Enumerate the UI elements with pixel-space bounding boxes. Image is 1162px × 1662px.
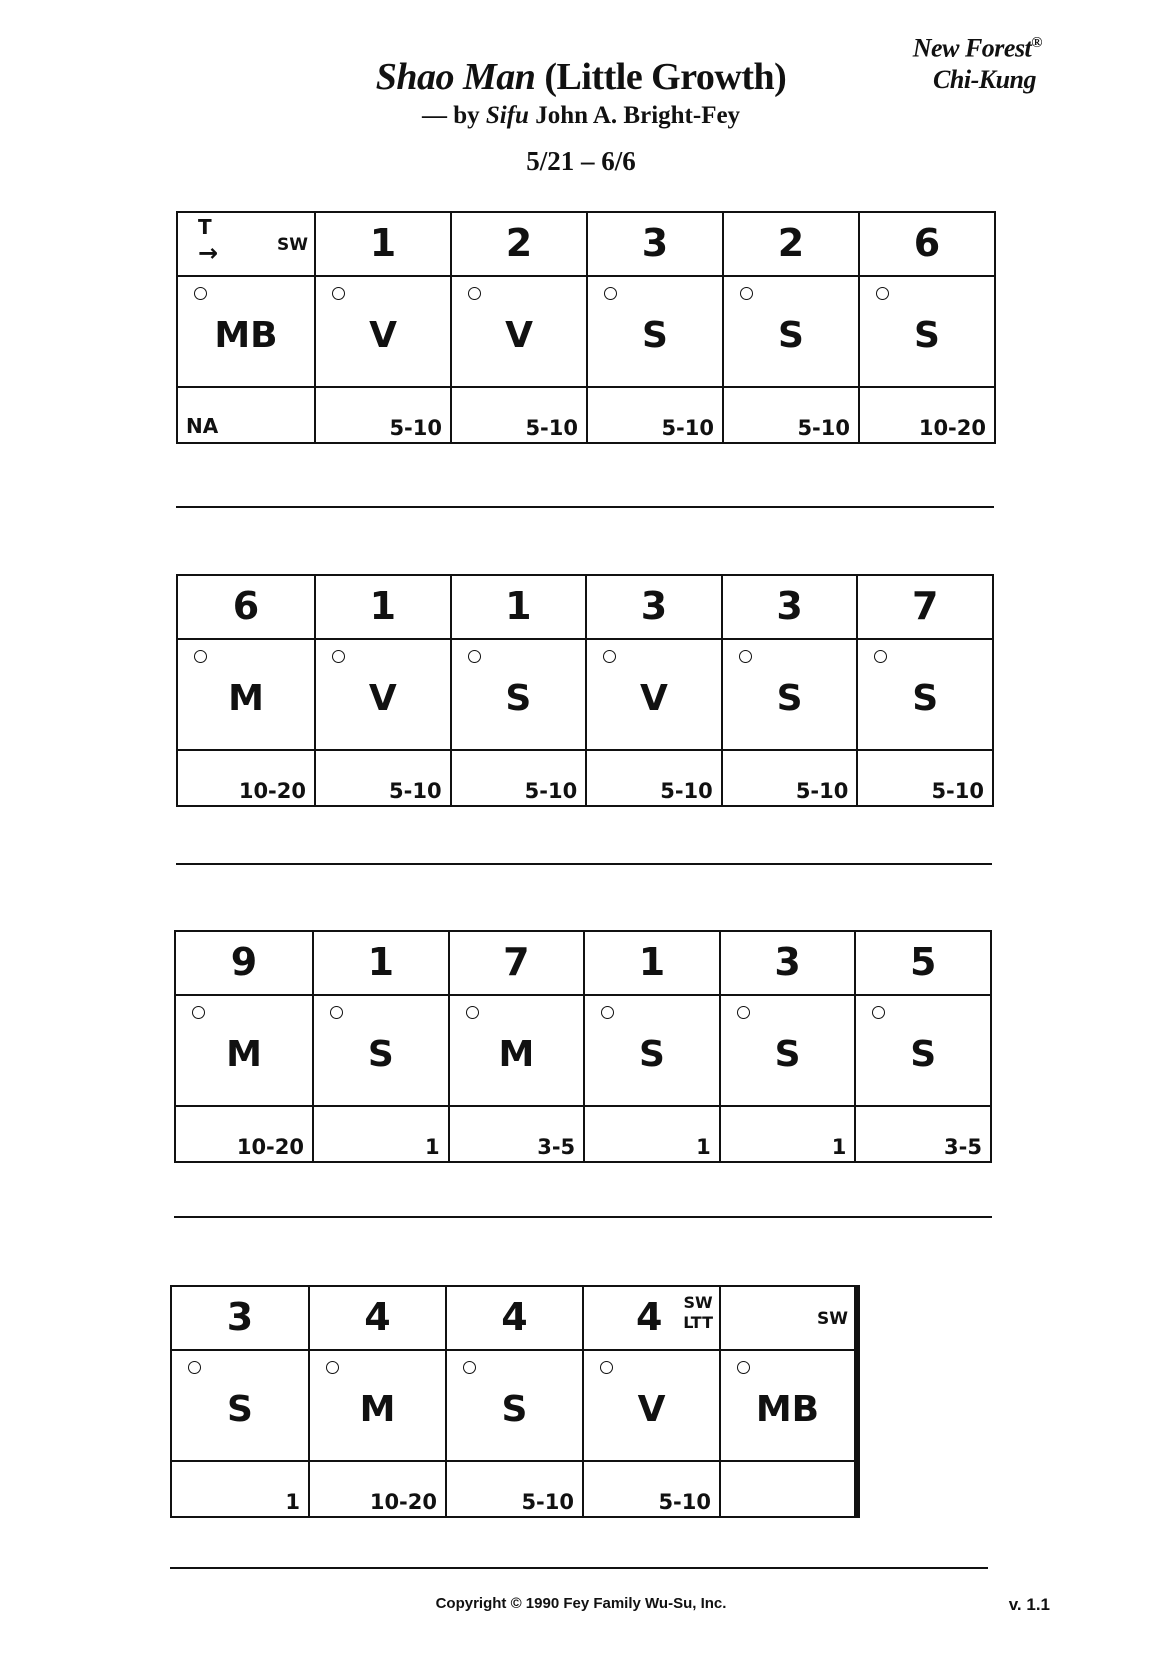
duration: 5-10 <box>389 779 442 803</box>
duration: 5-10 <box>797 416 850 440</box>
circle-icon <box>739 650 752 663</box>
posture-letter: S <box>910 1034 937 1075</box>
header-cell <box>177 212 315 276</box>
title-italic: Shao Man <box>375 56 536 98</box>
duration-cell <box>723 387 859 443</box>
posture-cell <box>451 639 587 750</box>
count-cell <box>859 212 995 276</box>
duration-cell <box>583 1461 720 1517</box>
posture-cell <box>855 995 991 1106</box>
posture-letter: MB <box>755 1389 820 1430</box>
t-label: T <box>198 215 212 239</box>
title-rest: (Little Growth) <box>535 56 787 98</box>
count: 2 <box>777 221 805 265</box>
posture-cell <box>175 995 313 1106</box>
count-cell <box>720 1286 857 1350</box>
count: 3 <box>226 1295 254 1339</box>
duration: 5-10 <box>525 416 578 440</box>
duration: 1 <box>424 1135 440 1159</box>
posture-cell <box>449 995 585 1106</box>
posture-letter: V <box>637 1389 666 1430</box>
count: 1 <box>367 940 395 984</box>
posture-letter: MB <box>214 315 278 356</box>
duration: 5-10 <box>931 779 984 803</box>
circle-icon <box>463 1361 476 1374</box>
posture-cell <box>586 639 722 750</box>
duration-cell <box>451 750 587 806</box>
circle-icon <box>874 650 887 663</box>
duration-cell <box>451 387 587 443</box>
duration-cell <box>315 387 451 443</box>
duration: 5-10 <box>658 1490 711 1514</box>
count: 3 <box>776 584 803 628</box>
posture-cell <box>315 639 451 750</box>
circle-icon <box>326 1361 339 1374</box>
circle-icon <box>330 1006 343 1019</box>
posture-letter: S <box>227 1389 253 1430</box>
circle-icon <box>468 287 481 300</box>
posture-letter: S <box>505 678 532 719</box>
count-cell <box>313 931 449 995</box>
posture-cell <box>723 276 859 387</box>
duration-cell <box>449 1106 585 1162</box>
circle-icon <box>332 287 345 300</box>
posture-cell <box>315 276 451 387</box>
count-cell <box>175 931 313 995</box>
posture-cell <box>857 639 993 750</box>
count-cell <box>855 931 991 995</box>
duration-cell <box>313 1106 449 1162</box>
count: 4 <box>364 1295 391 1339</box>
circle-icon <box>468 650 481 663</box>
posture-letter: S <box>501 1389 528 1430</box>
count-cell <box>857 575 993 639</box>
posture-cell <box>451 276 587 387</box>
duration-cell <box>177 750 315 806</box>
duration: 5-10 <box>661 416 714 440</box>
posture-cell <box>171 1350 309 1461</box>
circle-icon <box>332 650 345 663</box>
posture-letter: S <box>778 315 804 356</box>
posture-cell <box>313 995 449 1106</box>
posture-letter: S <box>367 1034 394 1075</box>
count: 4 <box>501 1295 528 1339</box>
duration-cell <box>309 1461 446 1517</box>
duration: 10-20 <box>369 1490 437 1514</box>
count-cell <box>451 212 587 276</box>
byline <box>0 102 1162 130</box>
count-cell <box>177 575 315 639</box>
count: 4 <box>636 1295 663 1339</box>
count-cell <box>584 931 720 995</box>
count: 2 <box>505 221 533 265</box>
posture-cell <box>720 995 856 1106</box>
count-cell <box>446 1286 583 1350</box>
count: 3 <box>640 584 668 628</box>
posture-letter: V <box>640 678 668 719</box>
posture-cell <box>720 1350 857 1461</box>
duration-cell <box>175 1106 313 1162</box>
count: 9 <box>230 940 258 984</box>
duration: 1 <box>831 1135 847 1159</box>
circle-icon <box>192 1006 205 1019</box>
duration-cell <box>859 387 995 443</box>
circle-icon <box>188 1361 201 1374</box>
sequence-grid-1 <box>176 211 996 444</box>
duration: 10-20 <box>238 779 306 803</box>
byline-honorific: Sifu <box>485 102 529 129</box>
posture-letter: S <box>642 315 668 356</box>
count-cell <box>722 575 858 639</box>
duration: 5-10 <box>524 779 578 803</box>
na-label: NA <box>186 414 219 438</box>
posture-letter: M <box>498 1034 535 1075</box>
circle-icon <box>740 287 753 300</box>
circle-icon <box>876 287 889 300</box>
byline-prefix: — by <box>421 102 486 129</box>
count-cell <box>449 931 585 995</box>
circle-icon <box>194 287 207 300</box>
sequence-grid-3 <box>174 930 992 1163</box>
posture-letter: S <box>639 1034 665 1075</box>
note-line <box>176 506 994 508</box>
duration-cell <box>857 750 993 806</box>
duration: 5-10 <box>795 779 849 803</box>
count: 7 <box>911 584 939 628</box>
duration-cell <box>720 1461 857 1517</box>
version-label: v. 1.1 <box>1008 1595 1050 1614</box>
count: 3 <box>641 221 669 265</box>
posture-cell <box>583 1350 720 1461</box>
duration: 5-10 <box>521 1490 574 1514</box>
posture-cell <box>309 1350 446 1461</box>
posture-cell <box>177 639 315 750</box>
duration-cell <box>584 1106 720 1162</box>
sw-ltt-note <box>683 1293 713 1333</box>
duration-cell <box>586 750 722 806</box>
posture-cell <box>177 276 315 387</box>
count: 1 <box>505 584 532 628</box>
duration: 10-20 <box>918 416 986 440</box>
posture-letter: M <box>228 678 264 719</box>
duration: 10-20 <box>236 1135 304 1159</box>
posture-letter: S <box>914 315 940 356</box>
posture-cell <box>722 639 858 750</box>
count: 1 <box>369 584 397 628</box>
duration-cell <box>855 1106 991 1162</box>
count: 1 <box>369 221 397 265</box>
posture-letter: M <box>226 1034 262 1075</box>
sequence-grid-4 <box>170 1285 860 1518</box>
circle-icon <box>872 1006 885 1019</box>
registered-mark: ® <box>1031 35 1042 51</box>
circle-icon <box>737 1361 750 1374</box>
sw-label: SW <box>683 1293 713 1312</box>
circle-icon <box>194 650 207 663</box>
count-cell <box>723 212 859 276</box>
duration-cell <box>446 1461 583 1517</box>
posture-cell <box>587 276 723 387</box>
circle-icon <box>737 1006 750 1019</box>
duration: 3-5 <box>944 1135 982 1159</box>
circle-icon <box>466 1006 479 1019</box>
circle-icon <box>604 287 617 300</box>
posture-letter: V <box>368 678 397 719</box>
posture-cell <box>446 1350 583 1461</box>
count-cell <box>309 1286 446 1350</box>
posture-letter: S <box>912 678 939 719</box>
duration-cell <box>171 1461 309 1517</box>
brand-line1: New Forest <box>912 33 1032 63</box>
duration-cell <box>587 387 723 443</box>
duration: 5-10 <box>389 416 442 440</box>
count-cell <box>586 575 722 639</box>
count-cell <box>315 212 451 276</box>
note-line <box>174 1216 992 1218</box>
byline-name: John A. Bright-Fey <box>528 102 741 129</box>
count-cell <box>720 931 856 995</box>
sw-label: SW <box>817 1309 848 1329</box>
date-range: 5/21 – 6/6 <box>526 146 636 176</box>
note-line <box>176 863 992 865</box>
count: 6 <box>232 584 260 628</box>
count-cell <box>315 575 451 639</box>
duration-cell <box>177 387 315 443</box>
duration: 1 <box>285 1490 300 1514</box>
posture-letter: S <box>774 1034 801 1075</box>
count-cell <box>171 1286 309 1350</box>
sw-label: SW <box>277 235 308 255</box>
duration: 5-10 <box>660 779 713 803</box>
duration: 3-5 <box>537 1135 576 1159</box>
count-cell <box>583 1286 720 1350</box>
circle-icon <box>603 650 616 663</box>
sequence-grid-2 <box>176 574 994 807</box>
duration-cell <box>720 1106 856 1162</box>
count-cell <box>587 212 723 276</box>
duration-cell <box>315 750 451 806</box>
duration-cell <box>722 750 858 806</box>
copyright: Copyright © 1990 Fey Family Wu-Su, Inc. <box>435 1595 727 1612</box>
count-cell <box>451 575 587 639</box>
arrow-right-icon: → <box>198 239 219 267</box>
brand-line2: Chi-Kung <box>933 64 1036 94</box>
count: 7 <box>503 940 530 984</box>
page-title <box>0 55 1162 99</box>
count: 6 <box>913 221 941 265</box>
posture-letter: S <box>776 678 803 719</box>
duration: 1 <box>696 1135 711 1159</box>
posture-cell <box>584 995 720 1106</box>
count: 3 <box>774 940 801 984</box>
ltt-label: LTT <box>683 1313 713 1332</box>
posture-letter: V <box>505 315 533 356</box>
posture-cell <box>859 276 995 387</box>
posture-letter: V <box>369 315 397 356</box>
count: 1 <box>638 940 666 984</box>
circle-icon <box>601 1006 614 1019</box>
circle-icon <box>600 1361 613 1374</box>
note-line <box>170 1567 988 1569</box>
posture-letter: M <box>359 1389 396 1430</box>
count: 5 <box>909 940 937 984</box>
